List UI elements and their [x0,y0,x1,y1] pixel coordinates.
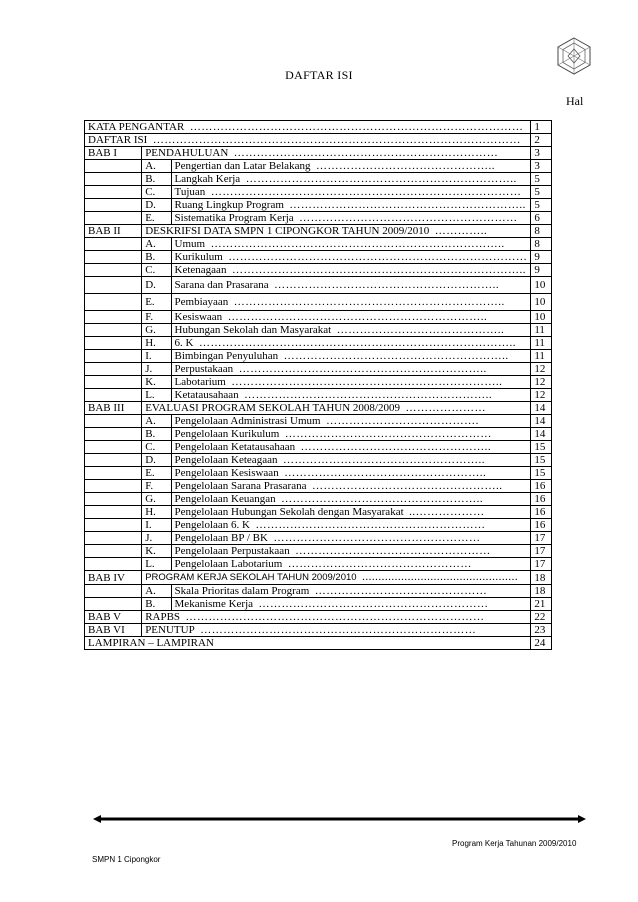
toc-row [85,324,552,337]
toc-page-number: 5 [534,186,540,198]
toc-page-number: 5 [534,199,540,211]
toc-section-letter: B. [145,598,156,610]
toc-section-title: Mekanisme Kerja [174,598,254,610]
toc-leader-dots: ……………………………………………………………… [200,624,477,636]
toc-section-title: Ketenagaan [174,264,227,276]
toc-section-letter: J. [145,532,153,544]
toc-page-number: 12 [534,389,546,401]
toc-section-letter: F. [145,480,154,492]
toc-leader-dots: ………………………………………….. [311,480,503,492]
toc-row [85,225,552,238]
toc-row [85,294,552,311]
toc-section-letter: L. [145,558,155,570]
toc-section-title: Skala Prioritas dalam Program [174,585,310,597]
toc-leader-dots: ………………………………………… [287,558,472,570]
toc-row [85,350,552,363]
toc-entry-title: KATA PENGANTAR [88,121,185,133]
toc-row [85,532,552,545]
toc-chapter-title: PENUTUP [145,624,195,636]
toc-row [85,545,552,558]
toc-leader-dots: …………………………………………………… [255,519,486,531]
toc-section-letter: C. [145,264,156,276]
toc-row [85,571,552,585]
toc-row [85,173,552,186]
toc-row [85,251,552,264]
toc-page-number: 8 [534,238,540,250]
toc-section-title: Pengelolaan Perpustakaan [174,545,290,557]
toc-page-number: 16 [534,519,546,531]
toc-chapter-number: BAB V [88,611,122,623]
toc-leader-dots: ……………………………………………………….. [244,389,493,401]
toc-row [85,506,552,519]
toc-row [85,277,552,294]
toc-row [85,311,552,324]
toc-section-title: Pengelolaan Administrasi Umum [174,415,321,427]
toc-section-letter: K. [145,376,156,388]
toc-page-number: 15 [534,454,546,466]
toc-leader-dots: …………………………………………… [295,545,491,557]
toc-section-title: Ruang Lingkup Program [174,199,284,211]
toc-chapter-number: BAB IV [88,571,125,584]
toc-row [85,598,552,611]
toc-section-letter: A. [145,415,156,427]
toc-section-title: Pengelolaan 6. K [174,519,250,531]
toc-page-number: 6 [534,212,540,224]
toc-row [85,264,552,277]
toc-page-number: 12 [534,363,546,375]
toc-row [85,624,552,637]
toc-row [85,238,552,251]
toc-section-letter: E. [145,212,155,224]
toc-leader-dots: …………………………………………………………… [233,147,499,159]
toc-section-letter: C. [145,441,156,453]
toc-leader-dots: ……………………………………………………….. [238,363,487,375]
toc-section-letter: A. [145,160,156,172]
toc-row [85,389,552,402]
toc-leader-dots: …………………………………………………………………………………… [152,134,521,146]
toc-page-number: 16 [534,506,546,518]
toc-section-letter: A. [145,585,156,597]
toc-leader-dots: …………………………………………………….. [289,199,526,211]
toc-page-number: 10 [534,279,546,291]
toc-page-number: 9 [534,251,540,263]
toc-entry-title: DAFTAR ISI [88,134,148,146]
toc-page-number: 22 [534,611,546,623]
toc-row [85,212,552,225]
toc-page-number: 1 [534,121,540,133]
toc-leader-dots: …………………………………………….. [284,467,487,479]
footer-program-title: Program Kerja Tahunan 2009/2010 [452,839,577,848]
toc-section-title: Hubungan Sekolah dan Masyarakat [174,324,332,336]
toc-section-title: Langkah Kerja [174,173,241,185]
toc-row [85,337,552,350]
toc-row [85,199,552,212]
toc-section-letter: G. [145,324,156,336]
toc-section-title: Pengelolaan BP / BK [174,532,268,544]
toc-section-title: Labotarium [174,376,226,388]
toc-section-title: Kurikulum [174,251,223,263]
toc-page-number: 5 [534,173,540,185]
toc-section-letter: D. [145,199,156,211]
toc-row [85,415,552,428]
toc-page-number: 11 [534,337,545,349]
toc-page-number: 14 [534,415,546,427]
toc-row [85,585,552,598]
toc-table [84,120,552,650]
toc-section-title: Ketatausahaan [174,389,239,401]
toc-section-title: Pengelolaan Labotarium [174,558,283,570]
toc-row [85,186,552,199]
toc-leader-dots: ……………………………………………… [284,428,492,440]
toc-leader-dots: ……………………………………………… [273,532,481,544]
toc-leader-dots: …………………………………………………… [258,598,489,610]
toc-row [85,493,552,506]
toc-section-title: Pengelolaan Keuangan [174,493,276,505]
toc-leader-dots: ………………………………………….. [300,441,492,453]
toc-row [85,402,552,415]
toc-leader-dots: ………………………………………………………….. [227,311,488,323]
page-column-label: Hal [566,94,584,108]
toc-leader-dots: ………………………………………………………………….. [210,238,505,250]
toc-row [85,480,552,493]
toc-section-letter: F. [145,311,154,323]
toc-page-number: 15 [534,467,546,479]
toc-page-number: 11 [534,324,545,336]
toc-page-number: 17 [534,558,546,570]
toc-section-letter: B. [145,251,156,263]
toc-chapter-title: DESKRIFSI DATA SMPN 1 CIPONGKOR TAHUN 2009/2010 [145,225,430,237]
toc-page-number: 9 [534,264,540,276]
toc-page-number: 12 [534,376,546,388]
toc-section-letter: E. [145,467,155,479]
toc-section-letter: H. [145,337,156,349]
toc-page-number: 10 [534,311,546,323]
toc-leader-dots: ……………………………………………………………………….. [198,337,516,349]
toc-row [85,558,552,571]
toc-row [85,611,552,624]
toc-section-title: Pembiayaan [174,296,229,308]
toc-page-number: 11 [534,350,545,362]
toc-row [85,454,552,467]
toc-section-title: Sistematika Program Kerja [174,212,294,224]
toc-row [85,467,552,480]
toc-page-number: 3 [534,160,540,172]
toc-section-letter: B. [145,428,156,440]
toc-row [85,363,552,376]
toc-chapter-number: BAB III [88,402,125,414]
toc-page-number: 8 [534,225,540,237]
toc-section-title: Perpustakaan [174,363,234,375]
toc-page-number: 21 [534,598,546,610]
toc-section-title: 6. K [174,337,194,349]
toc-row [85,376,552,389]
toc-row [85,428,552,441]
toc-leader-dots: …………………………………….. [336,324,505,336]
toc-leader-dots: ………………………………………………………………….. [231,264,526,276]
toc-row [85,121,552,134]
toc-section-letter: I. [145,350,152,362]
toc-page-number: 15 [534,441,546,453]
toc-chapter-number: BAB I [88,147,118,159]
toc-leader-dots: ………………………………………………… [299,212,518,224]
toc-page-number: 14 [534,428,546,440]
toc-chapter-title: PENDAHULUAN [145,147,229,159]
page-title: DAFTAR ISI [285,68,353,82]
toc-chapter-title: RAPBS [145,611,181,623]
toc-section-letter: D. [145,279,156,291]
toc-section-letter: I. [145,519,152,531]
toc-page-number: 16 [534,493,546,505]
toc-chapter-number: BAB VI [88,624,125,636]
toc-section-letter: C. [145,186,156,198]
toc-page-number: 24 [534,637,546,649]
toc-page-number: 2 [534,134,540,146]
toc-section-title: Pengelolaan Kesiswaan [174,467,279,479]
toc-row [85,160,552,173]
toc-section-letter: K. [145,545,156,557]
toc-chapter-title: PROGRAM KERJA SEKOLAH TAHUN 2009/2010 [145,572,357,583]
toc-section-letter: E. [145,296,155,308]
toc-leader-dots: ………….. [434,225,488,237]
toc-section-letter: B. [145,173,156,185]
toc-leader-dots: ……………………………………………………………………… [210,186,522,198]
toc-leader-dots: ……………………………………….. [315,160,495,172]
toc-leader-dots: ………………………………………………….. [274,279,500,291]
toc-page-number: 17 [534,545,546,557]
toc-chapter-title: EVALUASI PROGRAM SEKOLAH TAHUN 2008/2009 [145,402,400,414]
toc-row [85,637,552,650]
toc-leader-dots: …………………………………………….. [282,454,485,466]
toc-section-title: Pengelolaan Keteagaan [174,454,278,466]
toc-chapter-number: BAB II [88,225,121,237]
toc-leader-dots: ……………………………………… [314,585,488,597]
toc-page-number: 18 [534,585,546,597]
toc-section-title: Bimbingan Penyuluhan [174,350,279,362]
toc-row [85,134,552,147]
toc-page-number: 16 [534,480,546,492]
toc-page-number: 23 [534,624,546,636]
toc-leader-dots: …………………………………………………………….. [231,376,503,388]
toc-page-number: 10 [534,296,546,308]
toc-leader-dots: ..……………… [409,506,485,518]
toc-leader-dots: ………………… [405,402,486,414]
toc-section-title: Pengelolaan Hubungan Sekolah dengan Masyarakat [174,506,404,518]
toc-leader-dots: …………………………………………………………………… [228,251,528,263]
toc-leader-dots: ................................................ [362,571,519,583]
toc-section-letter: H. [145,506,156,518]
toc-entry-title: LAMPIRAN – LAMPIRAN [88,637,214,649]
toc-row [85,519,552,532]
toc-page-number: 14 [534,402,546,414]
toc-section-title: Umum [174,238,206,250]
toc-leader-dots: …………………………………………………………….. [233,296,505,308]
toc-row [85,441,552,454]
toc-section-title: Sarana dan Prasarana [174,279,269,291]
toc-section-title: Tujuan [174,186,206,198]
toc-section-letter: G. [145,493,156,505]
footer-school-name: SMPN 1 Cipongkor [92,855,161,864]
footer-arrow-rule [93,814,586,824]
toc-page-number: 17 [534,532,546,544]
toc-leader-dots: …………………………………………………………………………… [189,121,524,133]
toc-section-title: Kesiswaan [174,311,223,323]
toc-section-letter: L. [145,389,155,401]
toc-leader-dots: …………………………………………….. [281,493,484,505]
toc-section-title: Pengelolaan Kurikulum [174,428,280,440]
toc-section-title: Pengelolaan Ketatausahaan [174,441,296,453]
toc-leader-dots: …………………………………. [326,415,479,427]
toc-leader-dots: ………………………………………………….. [283,350,509,362]
toc-section-title: Pengelolaan Sarana Prasarana [174,480,307,492]
toc-page-number: 18 [534,571,546,584]
toc-section-letter: D. [145,454,156,466]
toc-page-number: 3 [534,147,540,159]
toc-section-title: Pengertian dan Latar Belakang [174,160,311,172]
toc-leader-dots: …………………………………………………………………… [185,611,485,623]
toc-leader-dots: …………………………………………………………….. [245,173,517,185]
toc-section-letter: J. [145,363,153,375]
toc-section-letter: A. [145,238,156,250]
toc-row [85,147,552,160]
